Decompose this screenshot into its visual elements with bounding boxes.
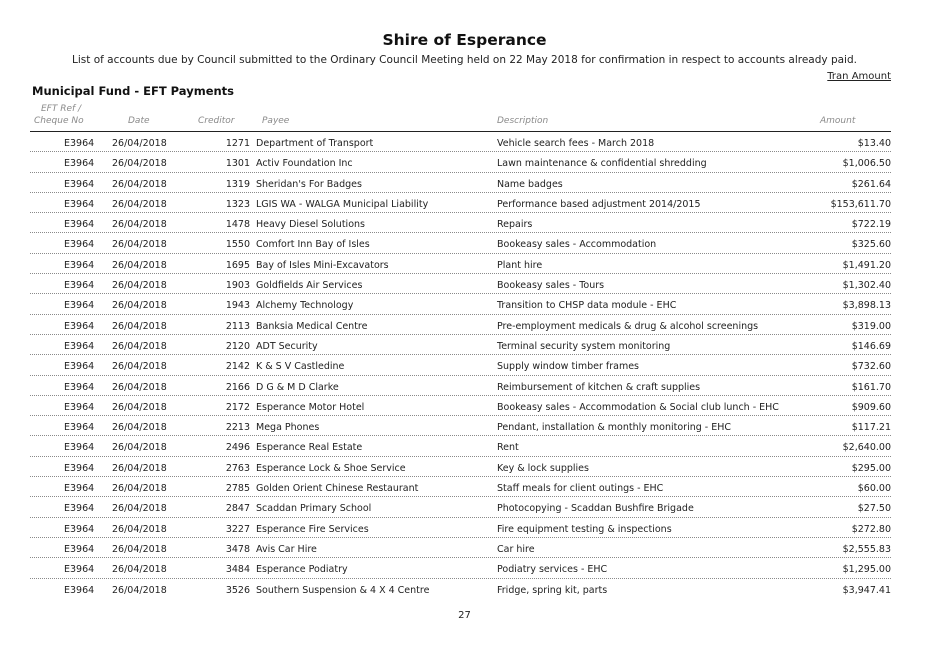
row-description: Pre-employment medicals & drug & alcohol screenings bbox=[497, 320, 759, 332]
row-creditor: 1478 bbox=[225, 219, 250, 231]
table-row bbox=[30, 173, 891, 193]
row-payee: ADT Security bbox=[256, 340, 318, 352]
row-payee: Scaddan Primary School bbox=[256, 503, 372, 515]
table-row bbox=[30, 193, 891, 213]
row-date: 26/04/2018 bbox=[112, 178, 167, 190]
row-eft-ref: E3964 bbox=[64, 178, 95, 190]
row-payee: LGIS WA - WALGA Municipal Liability bbox=[256, 198, 429, 210]
row-description: Pendant, installation & monthly monitoring - EHC bbox=[497, 422, 732, 434]
row-date: 26/04/2018 bbox=[112, 158, 167, 170]
row-date: 26/04/2018 bbox=[112, 422, 167, 434]
row-creditor: 2847 bbox=[225, 503, 250, 515]
row-payee: Alchemy Technology bbox=[256, 300, 354, 312]
row-amount: $319.00 bbox=[851, 320, 891, 332]
row-payee: Esperance Lock & Shoe Service bbox=[256, 462, 406, 474]
row-payee: Avis Car Hire bbox=[256, 543, 317, 555]
row-payee: Esperance Fire Services bbox=[256, 523, 369, 535]
row-creditor: 1319 bbox=[225, 178, 250, 190]
table-row bbox=[30, 497, 891, 517]
table-row bbox=[30, 538, 891, 558]
row-description: Key & lock supplies bbox=[497, 462, 589, 474]
row-description: Vehicle search fees - March 2018 bbox=[497, 138, 655, 149]
table-row bbox=[30, 294, 891, 314]
row-eft-ref: E3964 bbox=[64, 239, 95, 251]
row-amount: $1,491.20 bbox=[842, 259, 891, 271]
row-description: Repairs bbox=[497, 219, 533, 231]
row-payee: Department of Transport bbox=[256, 138, 374, 149]
row-eft-ref: E3964 bbox=[64, 158, 95, 170]
row-eft-ref: E3964 bbox=[64, 280, 95, 292]
table-row bbox=[30, 457, 891, 477]
table-row bbox=[30, 132, 891, 152]
page-subtitle: List of accounts due by Council submitted to the Ordinary Council Meeting held on 22 May 2018 for confirmation in respect to accounts already paid. bbox=[72, 54, 857, 66]
row-eft-ref: E3964 bbox=[64, 584, 95, 596]
row-payee: Sheridan's For Badges bbox=[256, 178, 362, 190]
row-description: Staff meals for client outings - EHC bbox=[497, 483, 664, 495]
row-amount: $3,947.41 bbox=[842, 584, 891, 596]
row-description: Performance based adjustment 2014/2015 bbox=[497, 198, 701, 210]
row-payee: Banksia Medical Centre bbox=[256, 320, 368, 332]
row-eft-ref: E3964 bbox=[64, 564, 95, 576]
row-amount: $13.40 bbox=[857, 138, 891, 149]
row-eft-ref: E3964 bbox=[64, 401, 95, 413]
row-eft-ref: E3964 bbox=[64, 442, 95, 454]
row-creditor: 1271 bbox=[225, 138, 250, 149]
row-date: 26/04/2018 bbox=[112, 503, 167, 515]
row-creditor: 1943 bbox=[225, 300, 250, 312]
row-amount: $60.00 bbox=[857, 483, 891, 495]
row-date: 26/04/2018 bbox=[112, 564, 167, 576]
row-description: Plant hire bbox=[497, 259, 543, 271]
column-header-amount: Amount bbox=[820, 116, 856, 126]
row-eft-ref: E3964 bbox=[64, 462, 95, 474]
row-description: Transition to CHSP data module - EHC bbox=[497, 300, 677, 312]
table-row bbox=[30, 436, 891, 456]
table-row bbox=[30, 315, 891, 335]
row-description: Fire equipment testing & inspections bbox=[497, 523, 672, 535]
page-number: 27 bbox=[458, 610, 471, 621]
row-description: Podiatry services - EHC bbox=[497, 564, 608, 576]
row-payee: Goldfields Air Services bbox=[256, 280, 363, 292]
row-date: 26/04/2018 bbox=[112, 198, 167, 210]
row-amount: $146.69 bbox=[851, 340, 891, 352]
row-date: 26/04/2018 bbox=[112, 239, 167, 251]
row-eft-ref: E3964 bbox=[64, 198, 95, 210]
row-amount: $722.19 bbox=[851, 219, 891, 231]
row-date: 26/04/2018 bbox=[112, 462, 167, 474]
row-date: 26/04/2018 bbox=[112, 219, 167, 231]
row-eft-ref: E3964 bbox=[64, 503, 95, 515]
row-payee: K & S V Castledine bbox=[256, 361, 345, 373]
row-amount: $272.80 bbox=[851, 523, 891, 535]
row-date: 26/04/2018 bbox=[112, 300, 167, 312]
row-creditor: 2763 bbox=[225, 462, 250, 474]
row-date: 26/04/2018 bbox=[112, 259, 167, 271]
row-creditor: 2785 bbox=[225, 483, 250, 495]
row-payee: D G & M D Clarke bbox=[256, 381, 339, 393]
row-eft-ref: E3964 bbox=[64, 381, 95, 393]
row-amount: $261.64 bbox=[851, 178, 891, 190]
row-description: Bookeasy sales - Accommodation & Social club lunch - EHC bbox=[497, 401, 779, 413]
row-payee: Mega Phones bbox=[256, 422, 320, 434]
row-date: 26/04/2018 bbox=[112, 138, 167, 149]
row-amount: $2,640.00 bbox=[842, 442, 891, 454]
row-creditor: 2213 bbox=[225, 422, 250, 434]
row-amount: $161.70 bbox=[851, 381, 891, 393]
row-amount: $153,611.70 bbox=[830, 198, 891, 210]
payments-table-body bbox=[30, 132, 891, 599]
row-date: 26/04/2018 bbox=[112, 280, 167, 292]
row-creditor: 2172 bbox=[225, 401, 250, 413]
row-creditor: 2166 bbox=[225, 381, 250, 393]
table-row bbox=[30, 558, 891, 578]
row-amount: $1,006.50 bbox=[842, 158, 891, 170]
row-creditor: 2113 bbox=[225, 320, 250, 332]
row-creditor: 3484 bbox=[225, 564, 250, 576]
row-eft-ref: E3964 bbox=[64, 483, 95, 495]
page-title: Shire of Esperance bbox=[382, 31, 547, 49]
row-creditor: 2142 bbox=[225, 361, 250, 373]
row-amount: $117.21 bbox=[851, 422, 891, 434]
row-creditor: 3227 bbox=[225, 523, 250, 535]
row-eft-ref: E3964 bbox=[64, 138, 95, 149]
table-row bbox=[30, 477, 891, 497]
row-creditor: 3526 bbox=[225, 584, 250, 596]
row-date: 26/04/2018 bbox=[112, 523, 167, 535]
row-payee: Activ Foundation Inc bbox=[256, 158, 353, 170]
row-eft-ref: E3964 bbox=[64, 422, 95, 434]
table-row bbox=[30, 254, 891, 274]
row-amount: $1,295.00 bbox=[842, 564, 891, 576]
table-row bbox=[30, 416, 891, 436]
row-description: Rent bbox=[497, 442, 519, 454]
row-eft-ref: E3964 bbox=[64, 361, 95, 373]
row-amount: $909.60 bbox=[851, 401, 891, 413]
table-row bbox=[30, 376, 891, 396]
row-eft-ref: E3964 bbox=[64, 259, 95, 271]
table-row bbox=[30, 355, 891, 375]
column-header-eft-ref-line1: EFT Ref / bbox=[41, 104, 82, 114]
row-date: 26/04/2018 bbox=[112, 361, 167, 373]
row-creditor: 1550 bbox=[225, 239, 250, 251]
row-creditor: 3478 bbox=[225, 543, 250, 555]
table-row bbox=[30, 579, 891, 599]
row-description: Photocopying - Scaddan Bushfire Brigade bbox=[497, 503, 694, 515]
table-row bbox=[30, 233, 891, 253]
table-row bbox=[30, 274, 891, 294]
row-date: 26/04/2018 bbox=[112, 483, 167, 495]
row-eft-ref: E3964 bbox=[64, 219, 95, 231]
table-row bbox=[30, 518, 891, 538]
row-description: Car hire bbox=[497, 543, 535, 555]
row-payee: Esperance Real Estate bbox=[256, 442, 363, 454]
row-amount: $295.00 bbox=[851, 462, 891, 474]
column-header-date: Date bbox=[128, 116, 150, 126]
row-date: 26/04/2018 bbox=[112, 340, 167, 352]
row-date: 26/04/2018 bbox=[112, 543, 167, 555]
row-eft-ref: E3964 bbox=[64, 523, 95, 535]
row-eft-ref: E3964 bbox=[64, 340, 95, 352]
row-payee: Comfort Inn Bay of Isles bbox=[256, 239, 370, 251]
tran-amount-label: Tran Amount bbox=[827, 71, 891, 82]
row-creditor: 1695 bbox=[225, 259, 250, 271]
row-amount: $1,302.40 bbox=[842, 280, 891, 292]
row-description: Fridge, spring kit, parts bbox=[497, 584, 608, 596]
table-row bbox=[30, 396, 891, 416]
row-description: Reimbursement of kitchen & craft supplies bbox=[497, 381, 701, 393]
row-description: Bookeasy sales - Accommodation bbox=[497, 239, 657, 251]
row-payee: Esperance Motor Hotel bbox=[256, 401, 365, 413]
row-payee: Esperance Podiatry bbox=[256, 564, 348, 576]
row-creditor: 2496 bbox=[225, 442, 250, 454]
row-creditor: 1323 bbox=[225, 198, 250, 210]
row-payee: Golden Orient Chinese Restaurant bbox=[256, 483, 419, 495]
row-date: 26/04/2018 bbox=[112, 442, 167, 454]
table-row bbox=[30, 152, 891, 172]
row-creditor: 2120 bbox=[225, 340, 250, 352]
row-date: 26/04/2018 bbox=[112, 320, 167, 332]
row-payee: Bay of Isles Mini-Excavators bbox=[256, 259, 389, 271]
row-description: Terminal security system monitoring bbox=[497, 340, 671, 352]
row-description: Lawn maintenance & confidential shredding bbox=[497, 158, 707, 170]
row-eft-ref: E3964 bbox=[64, 543, 95, 555]
column-header-eft-ref-line2: Cheque No bbox=[34, 116, 84, 126]
row-amount: $27.50 bbox=[857, 503, 891, 515]
row-amount: $732.60 bbox=[851, 361, 891, 373]
column-header-description: Description bbox=[497, 116, 549, 126]
table-row bbox=[30, 335, 891, 355]
row-amount: $325.60 bbox=[851, 239, 891, 251]
section-title: Municipal Fund - EFT Payments bbox=[32, 84, 235, 98]
column-header-creditor: Creditor bbox=[198, 116, 235, 126]
row-description: Bookeasy sales - Tours bbox=[497, 280, 605, 292]
row-eft-ref: E3964 bbox=[64, 300, 95, 312]
row-payee: Southern Suspension & 4 X 4 Centre bbox=[256, 584, 430, 596]
row-payee: Heavy Diesel Solutions bbox=[256, 219, 365, 231]
row-date: 26/04/2018 bbox=[112, 401, 167, 413]
column-header-payee: Payee bbox=[262, 116, 290, 126]
table-row bbox=[30, 213, 891, 233]
row-amount: $2,555.83 bbox=[842, 543, 891, 555]
row-creditor: 1903 bbox=[225, 280, 250, 292]
row-date: 26/04/2018 bbox=[112, 381, 167, 393]
row-description: Supply window timber frames bbox=[497, 361, 639, 373]
row-eft-ref: E3964 bbox=[64, 320, 95, 332]
row-creditor: 1301 bbox=[225, 158, 250, 170]
row-description: Name badges bbox=[497, 178, 563, 190]
row-date: 26/04/2018 bbox=[112, 584, 167, 596]
row-amount: $3,898.13 bbox=[842, 300, 891, 312]
